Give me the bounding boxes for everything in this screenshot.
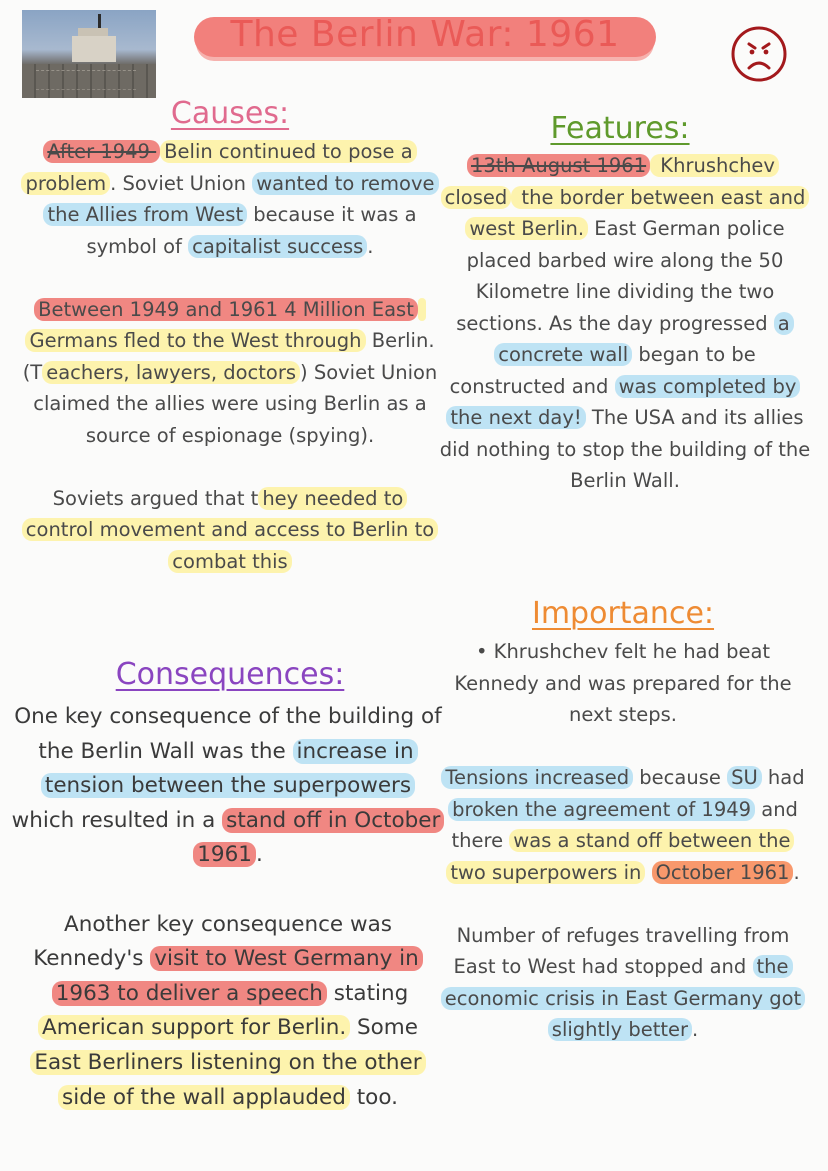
highlight-blue: wanted to remove the Allies from West (43, 172, 438, 227)
text: stating (326, 980, 409, 1006)
highlight-yellow: American support for Berlin. (38, 1015, 350, 1040)
importance-text (440, 636, 806, 1046)
text: . (793, 860, 800, 884)
graffiti (36, 70, 136, 90)
text: Another key consequence was Kennedy's (33, 911, 392, 972)
berlin-wall-photo (22, 10, 156, 98)
consequences-text (10, 700, 446, 1115)
text: had (761, 766, 805, 789)
text: ) Soviet Union claimed the allies were using Berlin as a source of espionage (spying). (33, 360, 438, 447)
text: . Soviet Union (110, 171, 253, 195)
text: . (255, 842, 263, 868)
text: East German police placed barbed wire along the 50 Kilometre line dividing the two sections. As the day progressed (456, 217, 785, 335)
highlight-blue: Tensions increased (441, 766, 633, 789)
causes-heading: Causes: (170, 96, 290, 131)
text: The USA and its allies did nothing to stop the building of the Berlin Wall. (439, 406, 811, 492)
highlight-blue: broken the agreement of 1949 (448, 798, 755, 821)
text: Some (350, 1015, 418, 1041)
building (72, 36, 116, 62)
text (645, 861, 651, 884)
importance-heading: Importance: (531, 596, 715, 631)
highlight-blue: increase in tension between the superpowers (41, 739, 418, 799)
highlight-yellow: Belin continued to pose a problem (21, 140, 416, 195)
highlight-yellow: East Berliners listening on the other side of the wall applauded (30, 1050, 425, 1110)
text: Number of refuges travelling from East to West had stopped and (453, 923, 790, 978)
text: and there (451, 797, 798, 852)
text: too. (349, 1084, 398, 1110)
highlight-blue: the economic crisis in East Germany got slightly better (441, 955, 805, 1041)
highlight-red: stand off in October 1961 (193, 808, 444, 868)
highlight-yellow: Germans fled to the West through (25, 298, 425, 353)
text: . (367, 234, 374, 258)
page-title: The Berlin War: 1961 (194, 17, 656, 57)
features-paragraph (435, 150, 815, 497)
text: because (633, 766, 728, 789)
highlight-yellow: was a stand off between the two superpowers in (446, 829, 794, 884)
highlight-red: After 1949 (43, 140, 160, 163)
consequences-paragraph-2 (10, 908, 446, 1116)
highlight-blue: capitalist success (188, 235, 367, 258)
causes-paragraph-3 (20, 483, 440, 578)
highlight-red: 13th August 1961 (467, 154, 650, 177)
highlight-blue: SU (727, 766, 762, 789)
highlight-orange: October 1961 (652, 861, 794, 884)
text: began to be constructed and (449, 343, 756, 398)
importance-paragraph-3 (440, 920, 806, 1046)
causes-text (20, 136, 440, 577)
highlight-yellow: the border between east and west Berlin. (465, 186, 809, 241)
importance-paragraph-2 (440, 762, 806, 888)
importance-paragraph-1: • Khrushchev felt he had beat Kennedy and was prepared for the next steps. (454, 640, 792, 726)
causes-paragraph-1 (20, 136, 440, 262)
text: Soviets argued that t (52, 486, 259, 510)
features-text (435, 150, 815, 497)
consequences-paragraph-1 (10, 700, 446, 873)
sad-face-icon (730, 25, 788, 83)
text: Berlin. (T (22, 329, 435, 384)
highlight-red: Between 1949 and 1961 4 Million East (34, 298, 418, 321)
highlight-blue: was completed by the next day! (446, 375, 800, 430)
highlight-red: visit to West Germany in 1963 to deliver a speech (52, 946, 423, 1006)
highlight-yellow: hey needed to control movement and access to Berlin to combat this (22, 487, 438, 573)
consequences-heading: Consequences: (115, 657, 345, 692)
highlight-yellow: Khrushchev closed (441, 154, 779, 209)
causes-paragraph-2 (20, 294, 440, 452)
text: because it was a symbol of (86, 203, 417, 258)
text: which resulted in a (11, 807, 223, 833)
text: . (692, 1018, 699, 1041)
features-heading: Features: (550, 111, 690, 146)
highlight-yellow: eachers, lawyers, doctors (42, 361, 300, 384)
text: One key consequence of the building of the Berlin Wall was the (14, 704, 442, 764)
highlight-blue: a concrete wall (494, 312, 794, 367)
